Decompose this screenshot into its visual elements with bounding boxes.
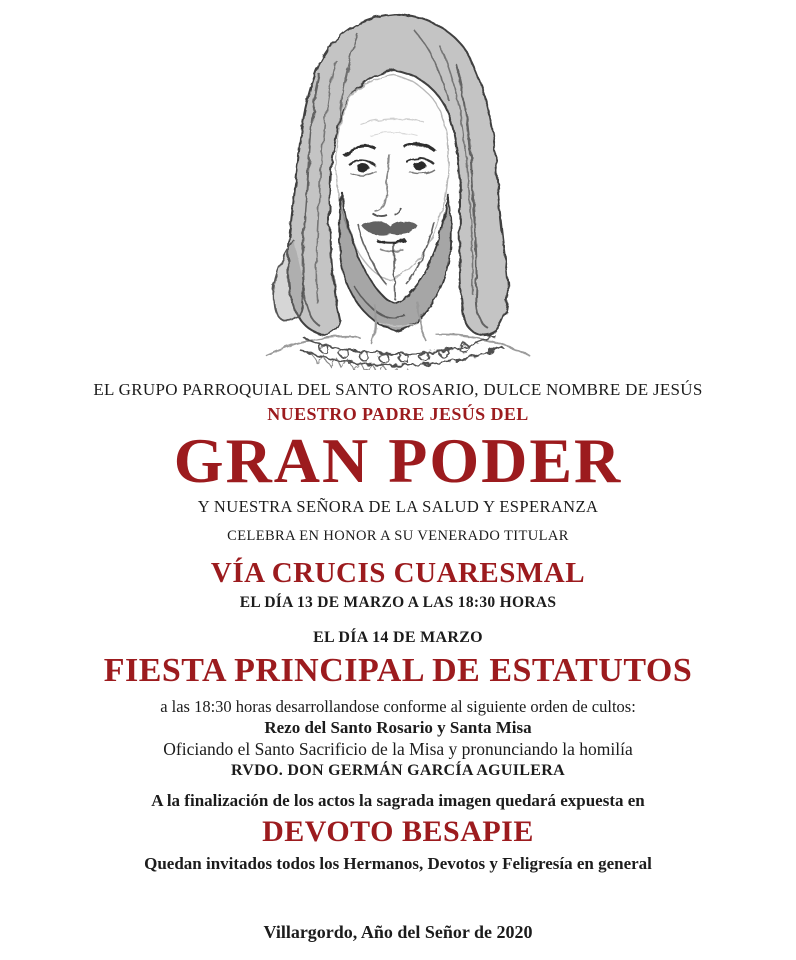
via-crucis-date: EL DÍA 13 DE MARZO A LAS 18:30 HORAS: [239, 594, 557, 611]
via-crucis-title: VÍA CRUCIS CUARESMAL: [210, 557, 586, 589]
collar-decoration: [300, 336, 502, 370]
main-title: GRAN PODER: [173, 425, 623, 496]
jesus-sketch-image: [208, 4, 588, 370]
fiesta-title: FIESTA PRINCIPAL DE ESTATUTOS: [103, 652, 693, 689]
subtitle-line: Y NUESTRA SEÑORA DE LA SALUD Y ESPERANZA: [197, 497, 599, 516]
fiesta-date: EL DÍA 14 DE MARZO: [313, 629, 483, 646]
besapie-title: DEVOTO BESAPIE: [262, 815, 534, 848]
order-of-worship: Rezo del Santo Rosario y Santa Misa: [264, 718, 532, 737]
celebration-intro-line: CELEBRA EN HONOR A SU VENERADO TITULAR: [227, 528, 569, 544]
closing-line: Villargordo, Año del Señor de 2020: [263, 922, 533, 942]
officiant-name: RVDO. DON GERMÁN GARCÍA AGUILERA: [231, 762, 565, 779]
group-name-line: EL GRUPO PARROQUIAL DEL SANTO ROSARIO, DULCE NOMBRE DE JESÚS: [93, 380, 703, 399]
fiesta-description: a las 18:30 horas desarrollandose conforme al siguiente orden de cultos:: [160, 697, 636, 716]
invitation-line: Quedan invitados todos los Hermanos, Devotos y Feligresía en general: [144, 854, 652, 873]
exposure-intro-line: A la finalización de los actos la sagrada imagen quedará expuesta en: [151, 791, 645, 810]
sketch-group: [266, 14, 530, 356]
pretitle-line: NUESTRO PADRE JESÚS DEL: [267, 404, 529, 424]
officiant-intro-line: Oficiando el Santo Sacrificio de la Misa y pronunciando la homilía: [163, 739, 633, 759]
